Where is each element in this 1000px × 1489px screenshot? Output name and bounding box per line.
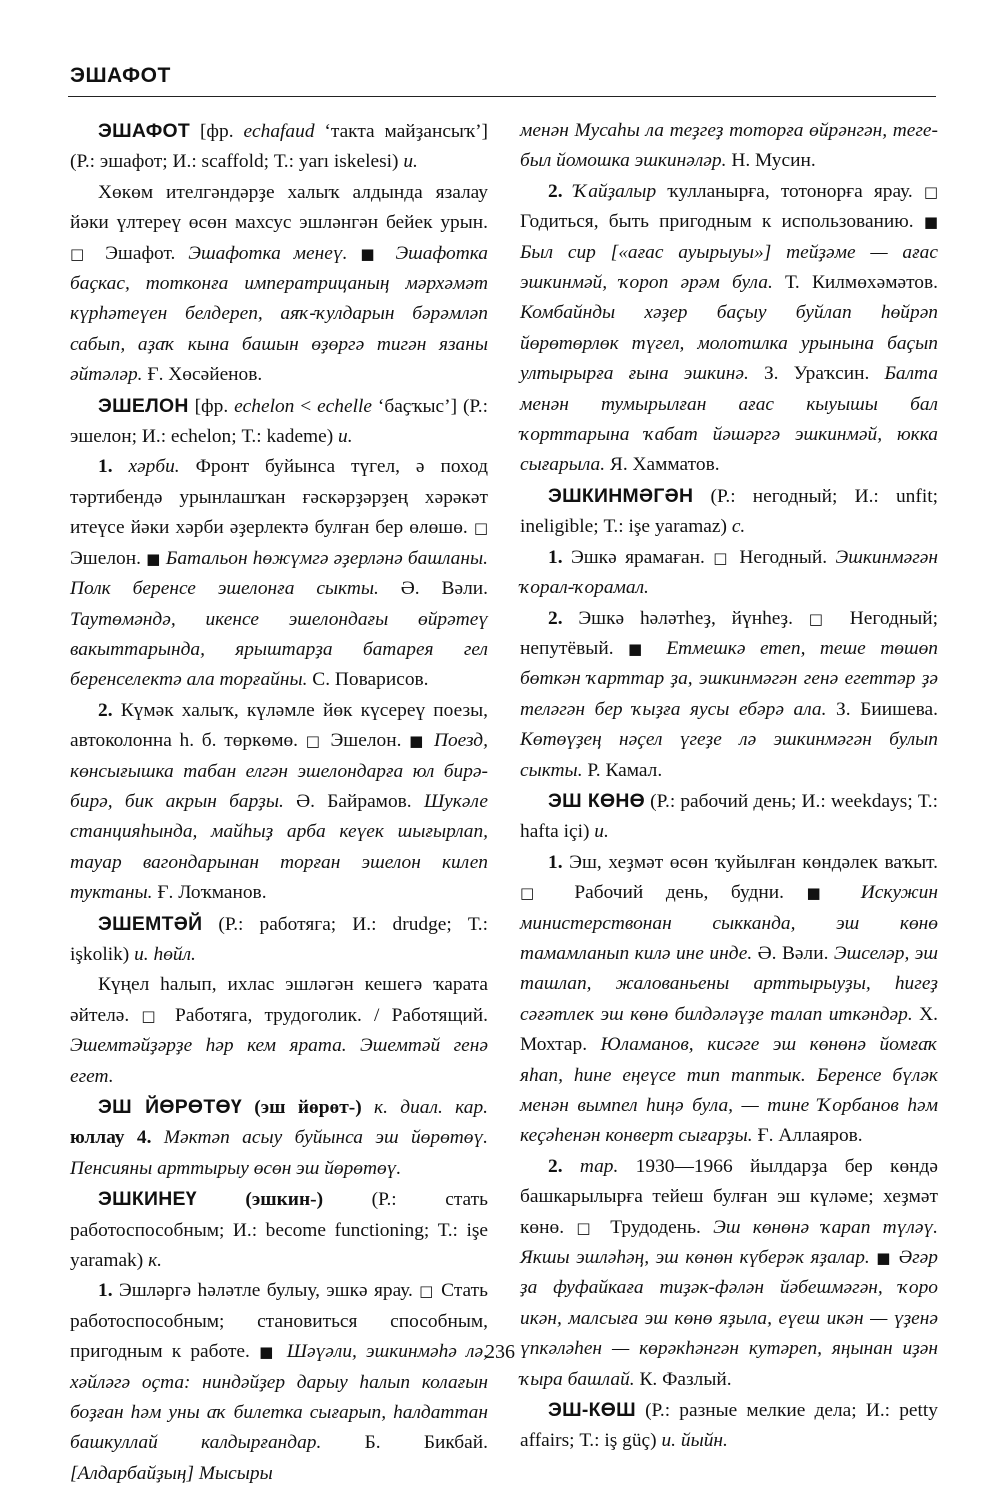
italic-text: и. һөйл. <box>134 943 196 965</box>
italic-text: Поезд, көнсығышка табан елгән эшелондарға юл бирә-бирә, бик акрын барҙы. <box>70 730 488 812</box>
paragraph <box>70 1184 488 1276</box>
text-run: Күмәк халыҡ, күләмле йөк күсереү поезы, автоколонна һ. б. төркөмө. <box>70 699 488 752</box>
text-run: Хөкөм ителгәндәрҙе халыҡ алдында язалау йәки үлтереү өсөн махсус эшләнгән бейек урын. <box>70 181 488 234</box>
text-run: Фронт буйынса түгел, ә поход тәртибендә урынлашҡан ғәскәрҙәрҙең хәрәкәт итеүсе йәки хәрби әҙерлектә булған бер өлөшө. <box>70 456 488 539</box>
bold-text: (эш йөрөт-) <box>241 1097 362 1118</box>
paragraph <box>70 452 488 695</box>
bold-text: 1. <box>98 1280 119 1302</box>
text-run: Я. Хамматов. <box>605 454 720 476</box>
hollow-square-icon: □ <box>305 732 323 751</box>
text-run <box>347 243 360 264</box>
text-run: Работяга, трудоголик. / Работящий. <box>162 1004 488 1026</box>
headword: ЭШ-КӨШ <box>548 1399 636 1422</box>
left-column <box>70 116 488 1489</box>
filled-square-icon: ■ <box>628 639 652 658</box>
paragraph <box>520 1395 938 1457</box>
text-run: Ә. Байрамов. <box>283 790 424 812</box>
bold-text: 1. <box>98 456 129 478</box>
headword: ЭШЕМТӘЙ <box>98 912 203 935</box>
text-run: [фр. <box>190 121 244 142</box>
text-run: Ғ. Лоҡманов. <box>152 882 267 904</box>
paragraph <box>70 1092 488 1184</box>
italic-text: echelle <box>317 395 372 417</box>
paragraph <box>70 909 488 971</box>
text-run: < <box>294 395 318 417</box>
text-run: З. Биишева. <box>826 698 938 720</box>
italic-text: хәрби. <box>128 456 180 478</box>
italic-text: тар. <box>579 1155 619 1177</box>
text-run: Рабочий день, будни. <box>551 882 807 904</box>
text-run: Негодный; непутёвый. <box>520 607 938 659</box>
text-run: (Р.: разные мелкие дела; И.: petty affairs; Т.: iş güç) <box>520 1400 938 1452</box>
italic-text: echafaud <box>243 121 315 142</box>
text-run: Х. Мохтар. <box>520 1003 938 1056</box>
italic-text: Батальон һөжүмгә әҙерләнә башланы. Полк беренсе эшелонға сыкты. <box>70 547 488 600</box>
bold-text: 1. <box>548 546 571 568</box>
text-run: (Р.: негодный; И.: unfit; ineligible; Т.: işe yaramaz) <box>520 485 938 538</box>
italic-text: к. <box>148 1250 162 1272</box>
text-run: Стать работоспособным; становиться способным, пригодным к работе. <box>70 1280 488 1363</box>
text-run: Эшкә һәләтһеҙ, йүнһеҙ. <box>578 607 809 629</box>
hollow-square-icon: □ <box>473 519 488 538</box>
italic-text: Искужин министерствонан сыкканда, эш көнө тамамланып килә ине инде. <box>520 882 938 964</box>
paragraph <box>520 116 938 177</box>
hollow-square-icon: □ <box>419 1282 435 1301</box>
paragraph <box>70 970 488 1092</box>
italic-text: Мәктәп асыу буйынса эш йөрөтөү. Пенсияны арттырыу өсөн эш йөрөтөү. <box>70 1127 489 1179</box>
text-run: Р. Камал. <box>582 759 663 781</box>
text-run: Н. Мусин. <box>726 150 816 172</box>
text-run: Ә. Вәли. <box>378 578 488 600</box>
hollow-square-icon: □ <box>808 609 834 628</box>
text-run: К. Фазлый. <box>634 1368 732 1390</box>
headword: ЭШАФОТ <box>98 120 191 142</box>
filled-square-icon: ■ <box>876 1249 893 1268</box>
text-run: Б. Бикбай. <box>321 1432 488 1454</box>
text-run: Күңел һалып, ихлас эшләгән кешегә ҡарата әйтелә. <box>70 974 488 1026</box>
italic-text: echelon <box>234 395 295 417</box>
text-run: (Р.: работяга; И.: drudge; Т.: işkolik) <box>70 913 488 965</box>
filled-square-icon: ■ <box>360 244 383 263</box>
text-run: Т. Килмөхәмәтов. <box>772 272 938 294</box>
italic-text: Эшселәр, эш ташлап, жалованьены арттырыуҙы, һигеҙ сәғәтлек эш көнө билдәләүҙе талап иткәндәр. <box>520 942 938 1025</box>
italic-text: Таутөмәндә, икенсе эшелондағы өйрәтеү вакыттарында, ярыштарҙа батарея гел беренселектә ала торғайны. <box>70 608 488 691</box>
filled-square-icon: ■ <box>923 213 938 232</box>
italic-text: и. йыйн. <box>661 1430 728 1452</box>
text-run: Эшелон. <box>70 547 147 569</box>
headword: ЭШ ЙӨРӨТӨҮ <box>98 1096 242 1118</box>
hollow-square-icon: □ <box>520 884 552 903</box>
text-run: (Р.: рабочий день; И.: weekdays; Т.: hafta içi) <box>520 790 938 843</box>
paragraph <box>70 116 488 178</box>
text-run: З. Ураҡсин. <box>748 363 885 385</box>
text-run: Ғ. Аллаяров. <box>752 1125 863 1147</box>
hollow-square-icon: □ <box>923 182 938 201</box>
text-run: Ә. Вәли. <box>752 942 834 964</box>
paragraph <box>70 696 488 909</box>
headword: ЭШКИНЕҮ <box>98 1188 197 1211</box>
paragraph <box>520 604 938 786</box>
bold-text: 2. <box>548 607 579 629</box>
filled-square-icon: ■ <box>806 884 839 903</box>
text-run: (Р.: стать работоспособным; И.: become functioning; Т.: işe yaramak) <box>70 1189 488 1272</box>
filled-square-icon: ■ <box>409 732 427 751</box>
paragraph <box>520 543 938 604</box>
paragraph <box>520 848 938 1152</box>
text-run: ҡулланырға, тотонорға ярау. <box>656 180 924 202</box>
italic-text: Эшафотка менеү. <box>188 242 348 264</box>
headword: ЭШ КӨНӨ <box>548 789 646 812</box>
text-run: Эшафот. <box>92 242 189 264</box>
italic-text: к. диал. кар. <box>361 1097 488 1118</box>
italic-text: и. <box>403 151 418 173</box>
headword: ЭШЕЛОН <box>98 394 189 417</box>
paragraph <box>70 178 488 391</box>
italic-text: Әгәр ҙа фуфайкаға тиҙәк-фәлән йәбешмәгән, ҡоро икән, малсыға эш көнө яҙыла, еүеш икән — үҙенә үпкәләһен — көрәкһәнгән кутәреп, яңынан иҙән ҡыра башлай. <box>520 1247 938 1390</box>
text-run: Ғ. Хөсәйенов. <box>142 364 263 386</box>
hollow-square-icon: □ <box>713 548 731 567</box>
italic-text: Комбайнды хәҙер баҫыу буйлап һөйрәп йөрөтөрлөк түгел, молотилка урынына баҫып ултырырға ғына эшкинә. <box>520 302 938 385</box>
bold-text: 2. <box>548 180 574 202</box>
hollow-square-icon: □ <box>141 1006 163 1025</box>
text-run: [фр. <box>188 395 235 417</box>
italic-text: Ҡайҙалыр <box>573 180 657 202</box>
text-run: Эш, хеҙмәт өсөн ҡуйылған көндәлек ваҡыт. <box>569 851 938 873</box>
text-run: 1930—1966 йылдарҙа бер көндә башкарылырға тейеш булған эш күләме; хеҙмәт көнө. <box>520 1155 938 1238</box>
italic-text: Шәүәли, эшкинмәһә лә, хәйләгә оҫта: ниндәйҙер дарыу һалып колағын боҙған һәм уны аҡ билетка сығарып, һалдаттан башкуллай калдырғандар. <box>70 1341 488 1454</box>
paragraph <box>70 391 488 453</box>
hollow-square-icon: □ <box>576 1218 598 1237</box>
paragraph <box>520 177 938 481</box>
filled-square-icon: ■ <box>146 549 161 568</box>
text-run: Эшелон. <box>322 730 410 752</box>
italic-text: Балта менән тумырылған ағас кыуышы бал ҡорттарына ҡабат йәшәргә эшкинмәй, юкка сығарыла. <box>520 363 938 476</box>
text-run: ‘баҫҡыс’] (Р.: эшелон; И.: echelon; Т.: kademe) <box>70 395 489 448</box>
header-rule <box>68 96 936 97</box>
page-number: 236 <box>485 1341 515 1363</box>
text-run: Эшләргә һәләтле булыу, эшкә ярау. <box>118 1280 420 1302</box>
paragraph <box>70 1276 488 1489</box>
hollow-square-icon: □ <box>70 244 93 263</box>
italic-text: и. <box>338 426 353 448</box>
italic-text: Эшафотка баҫкас, тотконға императрицаның мәрхәмәт күрһәтеүен белдереп, аяҡ-ҡулдарын бәрәмләп сабып, аҙаҡ кына башын өҙөргә тигән язаны әйтәләр. <box>70 242 488 386</box>
text-run: С. Поварисов. <box>307 669 429 691</box>
italic-text: менән Мусаһы ла теҙгеҙ тоторға өйрәнгән, теге-был йомошка эшкинәләр. <box>520 120 938 172</box>
right-column <box>520 116 938 1457</box>
paragraph <box>520 786 938 848</box>
bold-text: (эшкин-) <box>196 1189 324 1211</box>
bold-text: 2. <box>98 699 121 721</box>
running-head: ЭШАФОТ <box>70 64 171 87</box>
filled-square-icon: ■ <box>259 1343 278 1362</box>
bold-text: 2. <box>548 1155 580 1177</box>
italic-text: Шукәле станцияһында, майһыҙ арба кеүек шығырлап, тауар вагондарынан торған эшелон килеп туктаны. <box>70 790 488 904</box>
italic-text: Был сир [«ағас ауырыуы»] тейҙәме — ағас эшкинмәй, ҡороп әрәм була. <box>520 241 938 294</box>
italic-text: Юламанов, кисәге эш көнөнә йомғаҡ яһап, һине еңеүсе тип таптык. Беренсе бүләк менән вымпел һиңә була, — тине Ҡорбанов һәм кеҫәһенән конверт сығарҙы. <box>520 1034 938 1147</box>
bold-text: юллау 4. <box>70 1127 152 1149</box>
italic-text: Эшемтәйҙәрҙе һәр кем ярата. Эшемтәй генә егет. <box>70 1035 488 1087</box>
italic-text: Көтөүҙең нәҫел үгеҙе лә эшкинмәгән булып сыкты. <box>520 729 938 781</box>
bold-text: 1. <box>548 851 570 873</box>
text-run: Негодный. <box>730 546 836 568</box>
text-run: Эшкә ярамаған. <box>570 546 714 568</box>
text-run: Трудодень. <box>597 1216 714 1238</box>
italic-text: Эшкинмәгән ҡорал-ҡорамал. <box>520 546 938 599</box>
italic-text: Эш көнөнә ҡарап түләү. Якшы эшләһәң, эш көнөн күберәк яҙалар. <box>520 1216 938 1269</box>
italic-text: [Алдарбайҙың] Мысыры <box>70 1462 273 1484</box>
text-run: Годиться, быть пригодным к использованию. <box>520 211 924 233</box>
italic-text: и. <box>594 821 609 843</box>
paragraph <box>520 481 938 543</box>
text-run: ‘такта майҙансыҡ’] (Р.: эшафот; И.: scaffold; Т.: yarı iskelesi) <box>70 121 488 173</box>
headword: ЭШКИНМӘГӘН <box>548 484 694 507</box>
italic-text: Етмешкә етеп, теше төшөп бөткән ҡарттар ҙа, эшкинмәгән генә егеттәр ҙә теләгән бер ҡыҙға яусы ебәрә ала. <box>520 637 938 720</box>
italic-text: с. <box>731 516 746 538</box>
